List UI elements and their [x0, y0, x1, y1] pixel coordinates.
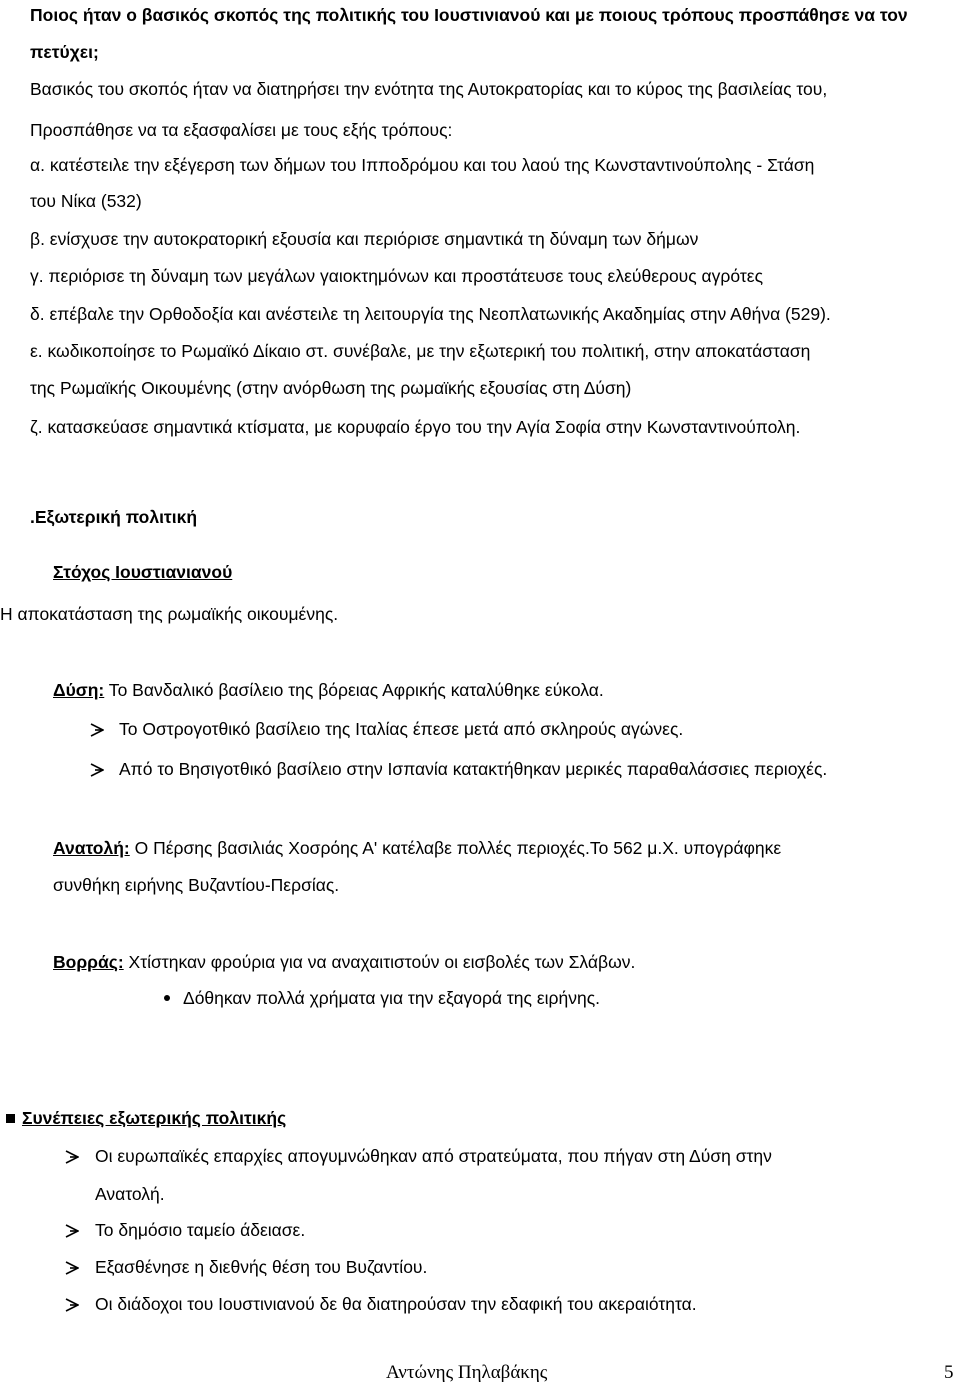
west-line [53, 679, 604, 701]
answer-item-e-cont: της Ρωμαϊκής Οικουμένης (στην ανόρθωση της ρωμαϊκής εξουσίας στη Δύση) [30, 378, 632, 398]
arrow-bullet-icon [90, 723, 104, 737]
square-bullet-icon [6, 1114, 15, 1123]
west-item-2: Από το Βησιγοτθικό βασίλειο στην Ισπανία κατακτήθηκαν μερικές παραθαλάσσιες περιοχές. [119, 759, 828, 779]
answer-item-d: δ. επέβαλε την Ορθοδοξία και ανέστειλε τη λειτουργία της Νεοπλατωνικής Ακαδημίας στην Αθήνα (529). [30, 304, 831, 324]
consequence-item-4: Οι διάδοχοι του Ιουστινιανού δε θα διατηρούσαν την εδαφική του ακεραιότητα. [95, 1294, 697, 1314]
answer-item-b: β. ενίσχυσε την αυτοκρατορική εξουσία και περιόρισε σημαντικά τη δύναμη των δήμων [30, 229, 699, 249]
west-label: Δύση: [53, 680, 105, 700]
foreign-heading: .Εξωτερική πολιτική [30, 507, 198, 527]
north-line [53, 951, 635, 973]
arrow-bullet-icon [65, 1224, 79, 1238]
north-text: Χτίστηκαν φρούρια για να αναχαιτιστούν οι εισβολές των Σλάβων. [123, 952, 636, 972]
answer-item-e: ε. κωδικοποίησε το Ρωμαϊκό Δίκαιο στ. συνέβαλε, με την εξωτερική του πολιτική, στην αποκατάσταση [30, 341, 811, 361]
arrow-bullet-icon [65, 1150, 79, 1164]
consequence-item-2: Το δημόσιο ταμείο άδειασε. [95, 1220, 306, 1240]
arrow-bullet-icon [90, 763, 104, 777]
answer-item-c: γ. περιόρισε τη δύναμη των μεγάλων γαιοκτημόνων και προστάτευσε τους ελεύθερους αγρότες [30, 266, 764, 286]
north-item: Δόθηκαν πολλά χρήματα για την εξαγορά της ειρήνης. [183, 988, 600, 1008]
answer-item-a: α. κατέστειλε την εξέγερση των δήμων του Ιπποδρόμου και του λαού της Κωνσταντινούπολης - Στάση [30, 155, 815, 175]
goal-text: Η αποκατάσταση της ρωμαϊκής οικουμένης. [0, 604, 339, 624]
east-text-cont: συνθήκη ειρήνης Βυζαντίου-Περσίας. [53, 875, 340, 895]
consequence-item-3: Εξασθένησε η διεθνής θέση του Βυζαντίου. [95, 1257, 428, 1277]
east-line [53, 837, 781, 859]
east-label: Ανατολή: [53, 838, 130, 858]
north-label: Βορράς: [53, 952, 124, 972]
bullet-icon [164, 995, 170, 1001]
consequences-heading: Συνέπειες εξωτερικής πολιτικής [22, 1108, 287, 1128]
consequence-item-1-text: Οι ευρωπαϊκές επαρχίες απογυμνώθηκαν από στρατεύματα, που πήγαν στη Δύση στην [95, 1146, 772, 1166]
consequence-item-1-cont: Ανατολή. [95, 1184, 165, 1204]
question-line-1: Ποιος ήταν ο βασικός σκοπός της πολιτικής του Ιουστινιανού και με ποιους τρόπους προσπάθησε να τον [30, 5, 908, 25]
east-text: Ο Πέρσης βασιλιάς Χοσρόης Α' κατέλαβε πολλές περιοχές.Το 562 μ.Χ. υπογράφηκε [129, 838, 782, 858]
answer-intro-1: Βασικός του σκοπός ήταν να διατηρήσει την ενότητα της Αυτοκρατορίας και το κύρος της βασιλείας του, [30, 79, 828, 99]
footer-author: Αντώνης Πηλαβάκης [386, 1362, 548, 1383]
goal-heading: Στόχος Ιουστιανιανού [53, 562, 233, 582]
question-line-2: πετύχει; [30, 42, 99, 62]
answer-intro-2: Προσπάθησε να τα εξασφαλίσει με τους εξής τρόπους: [30, 120, 453, 140]
answer-item-a-cont: του Νίκα (532) [30, 191, 142, 211]
arrow-bullet-icon [65, 1298, 79, 1312]
page-number: 5 [944, 1362, 954, 1383]
west-item-1: Το Οστρογοτθικό βασίλειο της Ιταλίας έπεσε μετά από σκληρούς αγώνες. [119, 719, 684, 739]
answer-item-z: ζ. κατασκεύασε σημαντικά κτίσματα, με κορυφαίο έργο του την Αγία Σοφία στην Κωνσταντινούπολη. [30, 417, 801, 437]
consequence-item-1 [95, 1145, 957, 1167]
west-text: Το Βανδαλικό βασίλειο της βόρειας Αφρικής καταλύθηκε εύκολα. [104, 680, 604, 700]
arrow-bullet-icon [65, 1261, 79, 1275]
